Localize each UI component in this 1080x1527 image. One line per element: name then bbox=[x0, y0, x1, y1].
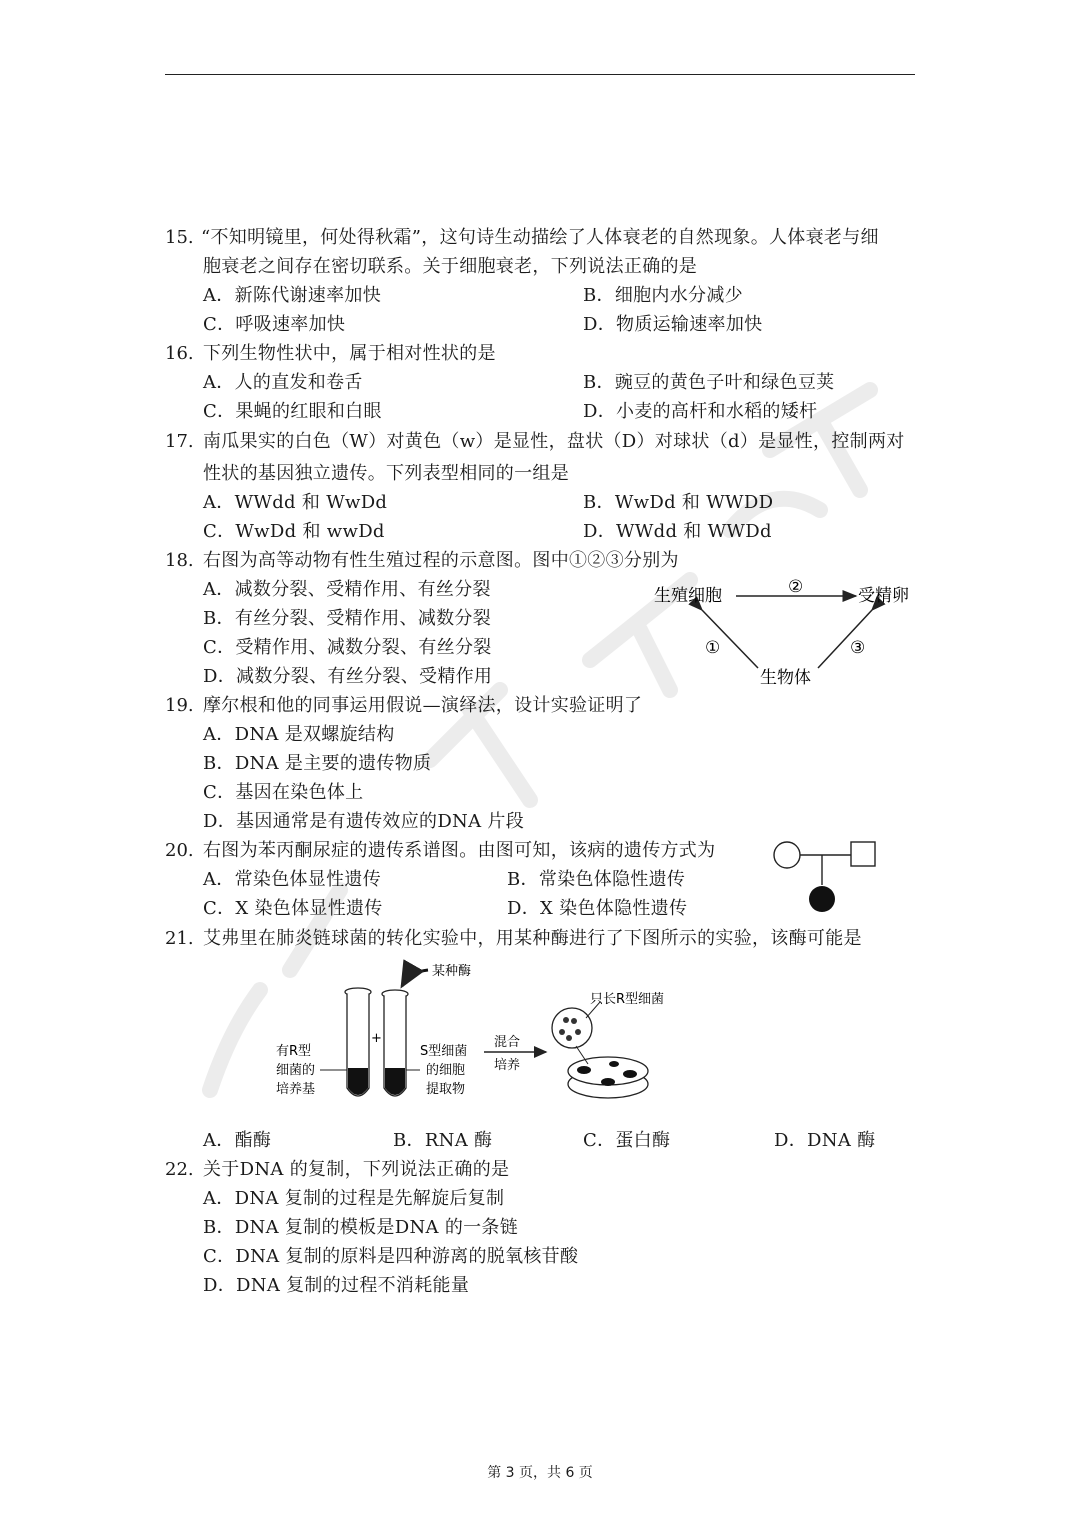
magnified-colony-view bbox=[552, 1002, 600, 1064]
question-number: 17. bbox=[165, 431, 194, 452]
reproduction-cycle-diagram bbox=[650, 570, 920, 695]
option-b: B．常染色体隐性遗传 bbox=[507, 869, 686, 890]
header-rule bbox=[165, 74, 915, 75]
normal-male-symbol bbox=[851, 842, 875, 866]
option-c: C．果蝇的红眼和白眼 bbox=[203, 401, 382, 422]
option-c: C．受精作用、减数分裂、有丝分裂 bbox=[203, 637, 492, 658]
option-d: D．DNA 复制的过程不消耗能量 bbox=[203, 1275, 470, 1296]
right-label-2: 的细胞 bbox=[426, 1063, 466, 1078]
question-number: 21. bbox=[165, 928, 194, 949]
question-number: 16. bbox=[165, 343, 194, 364]
left-label-1: 有R型 bbox=[276, 1044, 312, 1059]
normal-female-symbol bbox=[774, 842, 800, 868]
option-a: A．WWdd 和 WwDd bbox=[203, 492, 388, 513]
option-d: D．DNA 酶 bbox=[774, 1130, 876, 1151]
left-label-2: 细菌的 bbox=[276, 1063, 316, 1078]
option-d: D．减数分裂、有丝分裂、受精作用 bbox=[203, 666, 493, 687]
marker-3: ③ bbox=[850, 638, 866, 658]
option-b: B．RNA 酶 bbox=[393, 1130, 493, 1151]
test-tube-right bbox=[382, 990, 408, 1096]
question-stem: 性状的基因独立遗传。下列表型相同的一组是 bbox=[203, 463, 569, 484]
option-a: A．减数分裂、受精作用、有丝分裂 bbox=[203, 579, 491, 600]
option-c: C．WwDd 和 wwDd bbox=[203, 521, 385, 542]
question-stem: “不知明镜里，何处得秋霜”，这句诗生动描绘了人体衰老的自然现象。人体衰老与细 bbox=[201, 227, 879, 248]
plus-sign: + bbox=[371, 1031, 382, 1046]
question-stem: 南瓜果实的白色（W）对黄色（w）是显性，盘状（D）对球状（d）是显性，控制两对 bbox=[203, 431, 905, 452]
mix-label-2: 培养 bbox=[494, 1058, 521, 1073]
label-germ-cell: 生殖细胞 bbox=[654, 586, 722, 606]
option-c: C．蛋白酶 bbox=[583, 1130, 671, 1151]
right-label-1: S型细菌 bbox=[420, 1044, 468, 1059]
label-zygote: 受精卵 bbox=[858, 586, 909, 606]
question-stem: 胞衰老之间存在密切联系。关于细胞衰老，下列说法正确的是 bbox=[203, 256, 698, 277]
question-stem: 艾弗里在肺炎链球菌的转化实验中，用某种酶进行了下图所示的实验，该酶可能是 bbox=[203, 928, 862, 949]
question-stem: 右图为苯丙酮尿症的遗传系谱图。由图可知，该病的遗传方式为 bbox=[203, 840, 716, 861]
question-number: 22. bbox=[165, 1159, 194, 1180]
option-a: A．新陈代谢速率加快 bbox=[203, 285, 381, 306]
option-a: A．DNA 是双螺旋结构 bbox=[203, 724, 395, 745]
pedigree-chart bbox=[770, 838, 880, 918]
option-b: B．有丝分裂、受精作用、减数分裂 bbox=[203, 608, 492, 629]
option-b: B．细胞内水分减少 bbox=[583, 285, 743, 306]
option-b: B．DNA 复制的模板是DNA 的一条链 bbox=[203, 1217, 519, 1238]
option-a: A．常染色体显性遗传 bbox=[203, 869, 381, 890]
marker-2: ② bbox=[788, 577, 804, 597]
option-c: C．基因在染色体上 bbox=[203, 782, 364, 803]
option-a: A．酯酶 bbox=[203, 1130, 272, 1151]
option-c: C．DNA 复制的原料是四种游离的脱氧核苷酸 bbox=[203, 1246, 579, 1267]
option-b: B．豌豆的黄色子叶和绿色豆荚 bbox=[583, 372, 835, 393]
option-b: B．WwDd 和 WWDD bbox=[583, 492, 774, 513]
test-tube-left bbox=[345, 988, 371, 1096]
enzyme-label: 某种酶 bbox=[432, 964, 472, 979]
page-footer: 第 3 页，共 6 页 bbox=[487, 1465, 593, 1481]
option-a: A．人的直发和卷舌 bbox=[203, 372, 363, 393]
enzyme-arrow bbox=[402, 970, 428, 986]
left-label-3: 培养基 bbox=[276, 1082, 316, 1097]
option-d: D．WWdd 和 WWDd bbox=[583, 521, 772, 542]
option-d: D．物质运输速率加快 bbox=[583, 314, 763, 335]
marker-1: ① bbox=[705, 638, 721, 658]
question-number: 19. bbox=[165, 695, 194, 716]
right-label-3: 提取物 bbox=[426, 1082, 466, 1097]
result-label: 只长R型细菌 bbox=[590, 992, 665, 1007]
question-stem: 下列生物性状中，属于相对性状的是 bbox=[203, 343, 496, 364]
label-organism: 生物体 bbox=[760, 668, 811, 688]
option-b: B．DNA 是主要的遗传物质 bbox=[203, 753, 432, 774]
question-number: 15. bbox=[165, 227, 194, 248]
question-stem: 摩尔根和他的同事运用假说—演绎法，设计实验证明了 bbox=[203, 695, 643, 716]
option-a: A．DNA 复制的过程是先解旋后复制 bbox=[203, 1188, 505, 1209]
question-stem: 关于DNA 的复制，下列说法正确的是 bbox=[203, 1159, 510, 1180]
question-number: 20. bbox=[165, 840, 194, 861]
petri-dish bbox=[568, 1057, 648, 1098]
affected-female-symbol bbox=[809, 886, 835, 912]
option-c: C．X 染色体显性遗传 bbox=[203, 898, 383, 919]
option-d: D．小麦的高杆和水稻的矮杆 bbox=[583, 401, 818, 422]
option-d: D．基因通常是有遗传效应的DNA 片段 bbox=[203, 811, 525, 832]
transformation-experiment-figure bbox=[270, 958, 690, 1108]
question-stem: 右图为高等动物有性生殖过程的示意图。图中①②③分别为 bbox=[203, 550, 679, 571]
question-number: 18. bbox=[165, 550, 194, 571]
option-d: D．X 染色体隐性遗传 bbox=[507, 898, 688, 919]
option-c: C．呼吸速率加快 bbox=[203, 314, 346, 335]
mix-label-1: 混合 bbox=[494, 1035, 521, 1050]
